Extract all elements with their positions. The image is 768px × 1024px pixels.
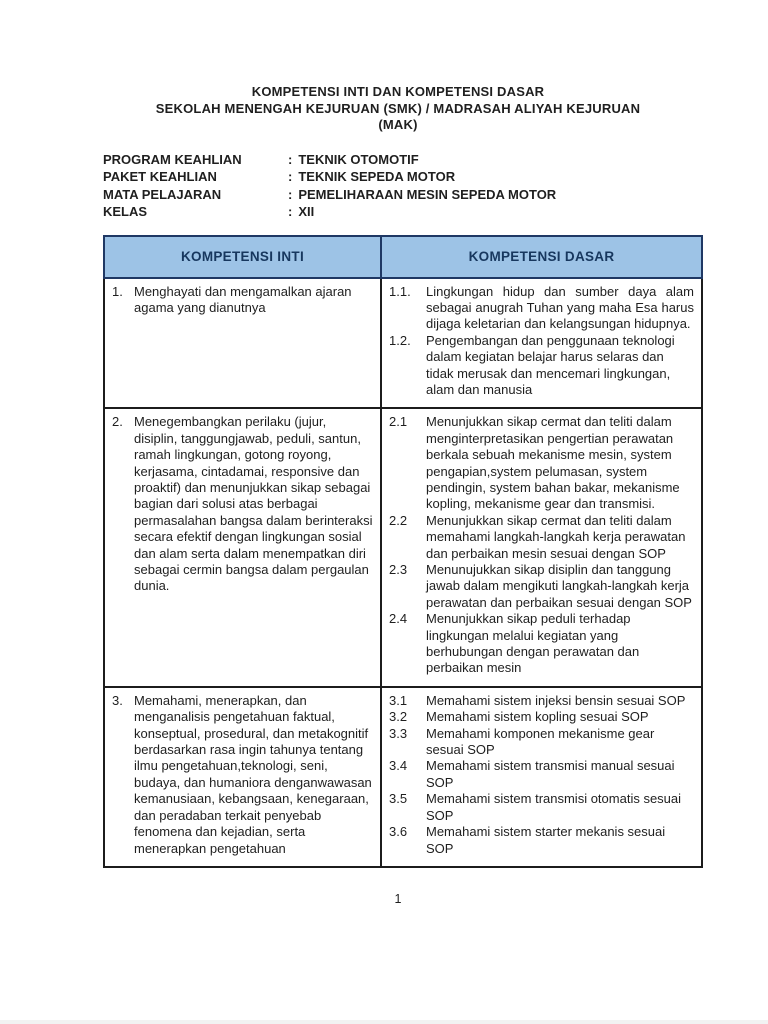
meta-value: TEKNIK OTOMOTIF: [298, 151, 419, 167]
list-item: [389, 333, 694, 399]
meta-label: KELAS: [103, 204, 148, 219]
table-header-kompetensi-dasar: KOMPETENSI DASAR: [381, 236, 702, 278]
document-title-line-2: SEKOLAH MENENGAH KEJURUAN (SMK) / MADRASAH ALIYAH KEJURUAN: [155, 100, 641, 116]
list-item: [112, 414, 373, 594]
list-item-number: 3.3: [389, 725, 408, 741]
list-item-number: 3.4: [389, 758, 408, 774]
list-item: [389, 824, 694, 857]
list-item-number: 1.: [112, 283, 123, 299]
list-item-text: Menunjukkan sikap peduli terhadap lingkungan melalui kegiatan yang berhubungan dengan perawatan dan perbaikan mesin: [426, 611, 640, 676]
document-content: [103, 84, 693, 906]
list-item: [389, 709, 694, 725]
meta-label: MATA PELAJARAN: [103, 186, 222, 202]
list-item: [389, 284, 694, 333]
table-header-row: [104, 236, 702, 278]
list-item-number: 2.4: [389, 611, 408, 627]
list-item: [112, 693, 373, 857]
document-title-line-3: (MAK): [378, 117, 418, 132]
meta-separator: :: [288, 151, 293, 167]
document-title-line-1: KOMPETENSI INTI DAN KOMPETENSI DASAR: [251, 84, 545, 99]
meta-label: PROGRAM KEAHLIAN: [103, 151, 242, 167]
kompetensi-inti-cell: [104, 408, 381, 687]
document-title: [103, 84, 693, 134]
kompetensi-inti-cell: [104, 687, 381, 867]
meta-block: [103, 151, 693, 221]
kompetensi-dasar-cell: [381, 278, 702, 409]
table-row: [104, 687, 702, 867]
meta-row: [103, 186, 693, 204]
list-item-text: Menunjukkan sikap cermat dan teliti dalam memahami langkah-langkah kerja perawatan dan perbaikan mesin sesuai dengan SOP: [426, 512, 686, 561]
list-item-text: Lingkungan hidup dan sumber daya alam sebagai anugrah Tuhan yang maha Esa harus dijaga keletarian dan kelangsungan hidupnya.: [426, 283, 694, 332]
table-header-kompetensi-inti: KOMPETENSI INTI: [104, 236, 381, 278]
list-item: [389, 611, 694, 677]
list-item-number: 2.1: [389, 414, 408, 430]
list-item: [389, 513, 694, 562]
list-item-text: Menunujukkan sikap disiplin dan tanggung jawab dalam mengikuti langkah-langkah kerja perawatan dan perbaikan sesuai dengan SOP: [426, 562, 692, 610]
list-item-text: Menunjukkan sikap cermat dan teliti dalam menginterpretasikan pengertian perawatan berkala sebuah mekanisme mesin, system pengapian,system pelumasan, system pendingin, system bahan bakar, mekanisme kopling, mekanisme gear dan transmisi.: [426, 414, 680, 512]
competency-table: [103, 235, 703, 868]
meta-label: PAKET KEAHLIAN: [103, 169, 217, 184]
list-item: [389, 693, 694, 709]
meta-value: PEMELIHARAAN MESIN SEPEDA MOTOR: [298, 186, 557, 202]
list-item-number: 3.: [112, 692, 123, 708]
list-item-number: 3.2: [389, 709, 408, 725]
meta-value: XII: [298, 204, 315, 219]
kompetensi-dasar-cell: [381, 687, 702, 867]
list-item: [389, 414, 694, 512]
meta-separator: :: [288, 169, 293, 184]
list-item-text: Memahami komponen mekanisme gear sesuai SOP: [426, 725, 655, 758]
meta-row: [103, 168, 693, 186]
table-row: [104, 278, 702, 409]
table-row: [104, 408, 702, 687]
list-item-text: Memahami sistem starter mekanis sesuai SOP: [426, 824, 666, 856]
list-item-text: Memahami sistem transmisi manual sesuai SOP: [426, 758, 675, 790]
meta-value: TEKNIK SEPEDA MOTOR: [298, 169, 456, 184]
list-item-number: 2.3: [389, 562, 408, 577]
list-item-number: 2.2: [389, 512, 408, 528]
list-item-text: Memahami sistem injeksi bensin sesuai SOP: [426, 692, 686, 708]
list-item-number: 3.6: [389, 824, 408, 840]
meta-separator: :: [288, 186, 293, 202]
list-item-text: Memahami sistem transmisi otomatis sesuai SOP: [426, 791, 682, 823]
list-item-number: 3.1: [389, 692, 408, 708]
meta-row: [103, 203, 693, 221]
list-item: [389, 758, 694, 791]
list-item-number: 2.: [112, 414, 123, 430]
page-number: 1: [394, 891, 402, 906]
kompetensi-dasar-cell: [381, 408, 702, 687]
list-item: [389, 562, 694, 611]
meta-row: [103, 151, 693, 169]
list-item-text: Menegembangkan perilaku (jujur, disiplin, tanggungjawab, peduli, santun, ramah lingkungan, gotong royong, kerjasama, cintadamai, responsive dan proaktif) dan menunjukkan sikap sebagai bagian dari solusi atas berbagai permasalahan bangsa dalam berinteraksi secara efektif dengan lingkungan sosial dan alam serta dalam menempatkan diri sebagai cermin bangsa dalam pergaulan dunia.: [134, 414, 373, 594]
list-item-text: Memahami sistem kopling sesuai SOP: [426, 709, 649, 725]
page-bottom-edge: [0, 1020, 768, 1024]
list-item-text: Memahami, menerapkan, dan menganalisis pengetahuan faktual, konseptual, prosedural, dan metakognitif berdasarkan rasa ingin tahunya tentang ilmu pengetahuan,teknologi, seni, budaya, dan humaniora denganwawasan kemanusiaan, kebangsaan, kenegaraan, dan peradaban terkait penyebab fenomena dan kejadian, serta menerapkan pengetahuan: [134, 692, 372, 856]
meta-separator: :: [288, 204, 293, 219]
list-item-number: 1.2.: [389, 332, 411, 348]
list-item: [389, 726, 694, 759]
list-item-text: Menghayati dan mengamalkan ajaran agama yang dianutnya: [134, 283, 352, 315]
list-item: [389, 791, 694, 824]
list-item-number: 3.5: [389, 791, 408, 807]
list-item: [112, 284, 373, 317]
list-item-text: Pengembangan dan penggunaan teknologi dalam kegiatan belajar harus selaras dan tidak merusak dan mencemari lingkungan, alam dan manusia: [426, 332, 675, 397]
list-item-number: 1.1.: [389, 283, 411, 299]
kompetensi-inti-cell: [104, 278, 381, 409]
